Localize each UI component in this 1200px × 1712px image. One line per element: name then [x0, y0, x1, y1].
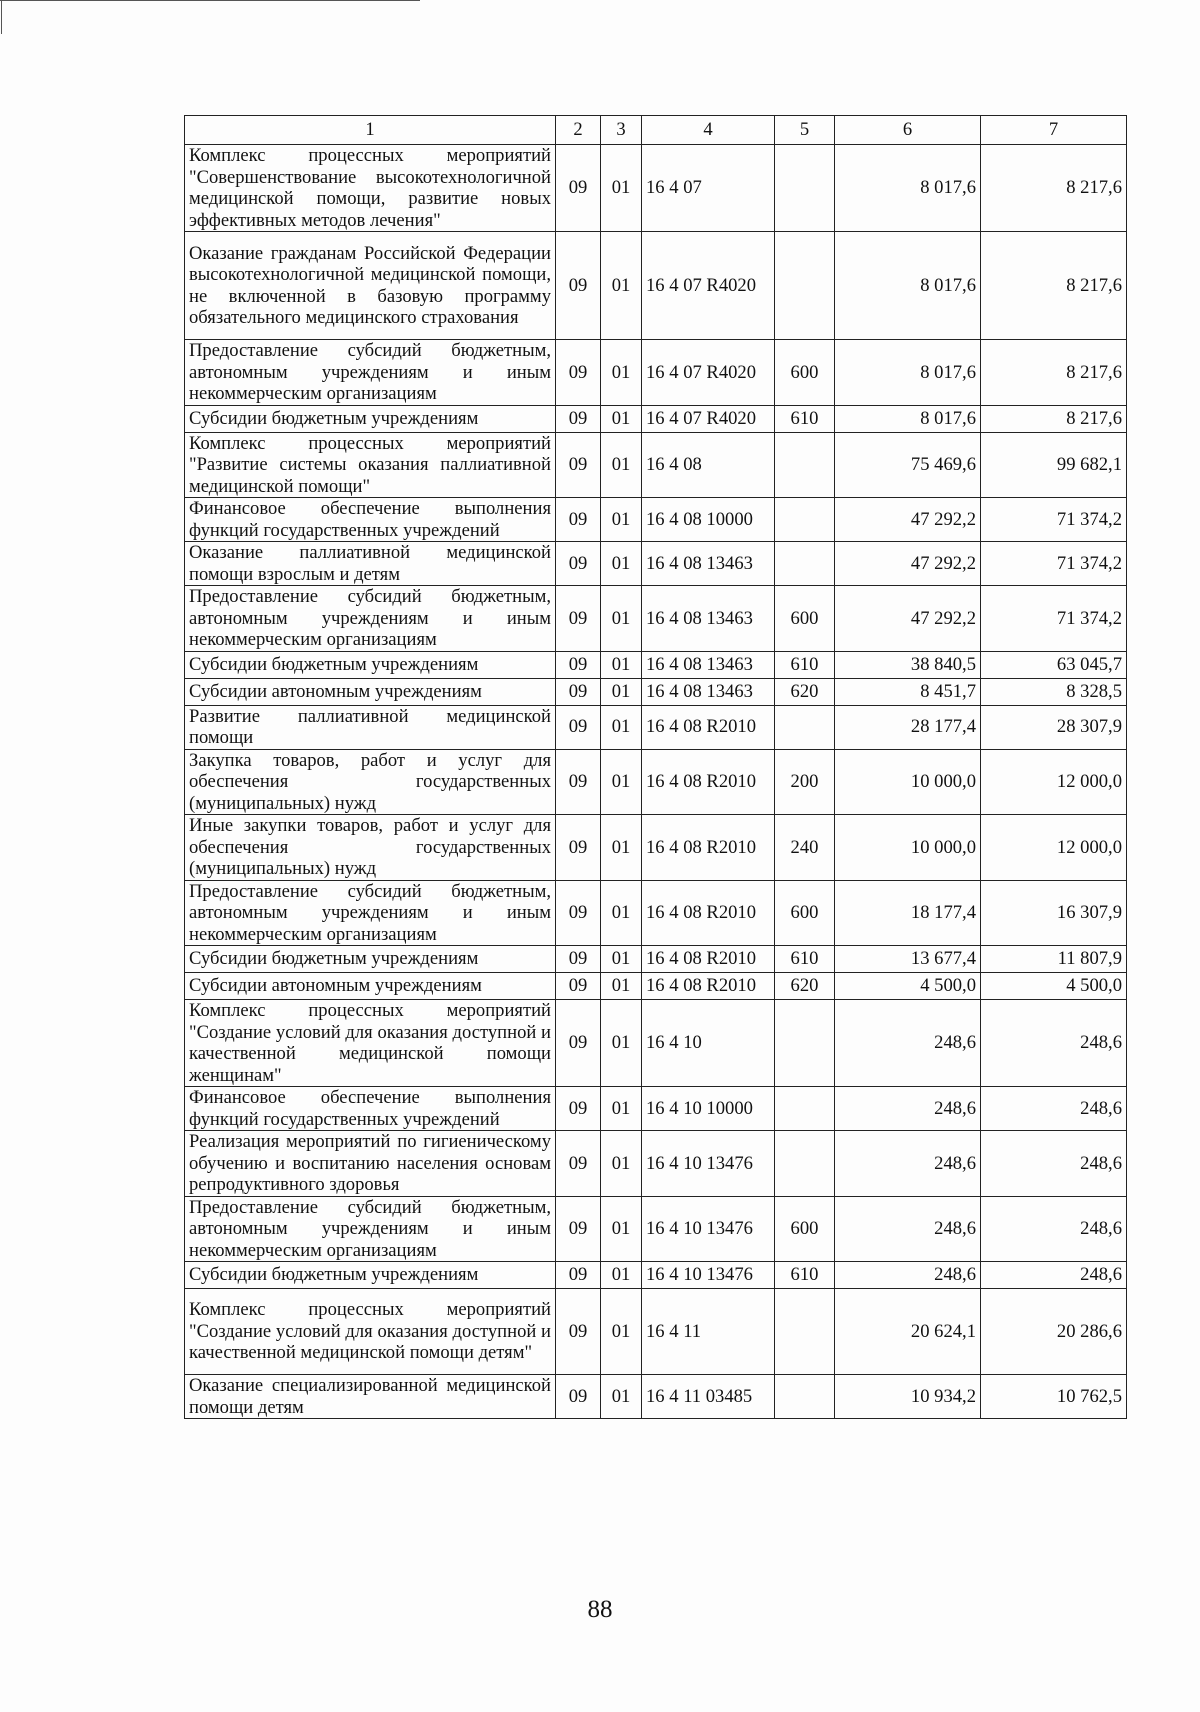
cell-year1-amount: 47 292,2	[835, 498, 981, 542]
column-header-section: 2	[556, 116, 601, 145]
cell-year2-amount: 28 307,9	[981, 705, 1127, 749]
cell-year1-amount: 10 000,0	[835, 815, 981, 881]
table-row	[185, 880, 1127, 946]
cell-expense-type: 620	[775, 678, 835, 705]
cell-section: 09	[556, 946, 601, 973]
cell-target-article: 16 4 07 R4020	[642, 232, 775, 340]
cell-target-article: 16 4 11 03485	[642, 1375, 775, 1419]
cell-target-article: 16 4 07 R4020	[642, 405, 775, 432]
cell-target-article: 16 4 08	[642, 432, 775, 498]
cell-name: Развитие паллиативной медицинской помощи	[185, 705, 556, 749]
cell-target-article: 16 4 10 13476	[642, 1131, 775, 1197]
cell-subsection: 01	[601, 1196, 642, 1262]
table-row	[185, 340, 1127, 406]
cell-subsection: 01	[601, 1375, 642, 1419]
cell-subsection: 01	[601, 880, 642, 946]
cell-target-article: 16 4 08 R2010	[642, 815, 775, 881]
cell-name: Финансовое обеспечение выполнения функций государственных учреждений	[185, 498, 556, 542]
table-row	[185, 1087, 1127, 1131]
cell-expense-type: 610	[775, 946, 835, 973]
scan-edge-line	[0, 0, 420, 1]
cell-expense-type	[775, 1000, 835, 1087]
cell-target-article: 16 4 08 13463	[642, 651, 775, 678]
table-row	[185, 815, 1127, 881]
cell-year1-amount: 47 292,2	[835, 542, 981, 586]
cell-year1-amount: 10 934,2	[835, 1375, 981, 1419]
cell-year2-amount: 11 807,9	[981, 946, 1127, 973]
cell-target-article: 16 4 07 R4020	[642, 340, 775, 406]
table-row	[185, 1131, 1127, 1197]
cell-subsection: 01	[601, 542, 642, 586]
cell-name: Оказание гражданам Российской Федерации высокотехнологичной медицинской помощи, не включенной в базовую программу обязательного медицинского страхования	[185, 232, 556, 340]
cell-year1-amount: 248,6	[835, 1131, 981, 1197]
table-header-row	[185, 116, 1127, 145]
cell-year2-amount: 99 682,1	[981, 432, 1127, 498]
cell-name: Предоставление субсидий бюджетным, автономным учреждениям и иным некоммерческим организациям	[185, 880, 556, 946]
cell-year2-amount: 71 374,2	[981, 542, 1127, 586]
cell-subsection: 01	[601, 1289, 642, 1375]
cell-year1-amount: 8 017,6	[835, 232, 981, 340]
cell-year1-amount: 13 677,4	[835, 946, 981, 973]
cell-section: 09	[556, 405, 601, 432]
cell-section: 09	[556, 1000, 601, 1087]
cell-target-article: 16 4 10 10000	[642, 1087, 775, 1131]
table-row	[185, 542, 1127, 586]
cell-section: 09	[556, 498, 601, 542]
cell-section: 09	[556, 749, 601, 815]
cell-expense-type	[775, 1289, 835, 1375]
column-header-subsection: 3	[601, 116, 642, 145]
cell-name: Субсидии бюджетным учреждениям	[185, 1262, 556, 1289]
cell-year2-amount: 63 045,7	[981, 651, 1127, 678]
cell-year1-amount: 28 177,4	[835, 705, 981, 749]
cell-section: 09	[556, 542, 601, 586]
budget-table	[184, 115, 1127, 1419]
column-header-year1-amount: 6	[835, 116, 981, 145]
table-row	[185, 946, 1127, 973]
table-row	[185, 586, 1127, 652]
page-number: 88	[587, 1596, 613, 1623]
cell-subsection: 01	[601, 749, 642, 815]
cell-target-article: 16 4 08 13463	[642, 586, 775, 652]
cell-subsection: 01	[601, 432, 642, 498]
cell-year1-amount: 8 017,6	[835, 145, 981, 232]
table-row	[185, 1262, 1127, 1289]
cell-target-article: 16 4 11	[642, 1289, 775, 1375]
cell-expense-type	[775, 1087, 835, 1131]
cell-expense-type: 610	[775, 1262, 835, 1289]
cell-name: Оказание паллиативной медицинской помощи взрослым и детям	[185, 542, 556, 586]
cell-target-article: 16 4 07	[642, 145, 775, 232]
cell-section: 09	[556, 678, 601, 705]
cell-section: 09	[556, 1131, 601, 1197]
cell-name: Закупка товаров, работ и услуг для обеспечения государственных (муниципальных) нужд	[185, 749, 556, 815]
cell-subsection: 01	[601, 405, 642, 432]
cell-section: 09	[556, 1375, 601, 1419]
table-row	[185, 498, 1127, 542]
cell-year1-amount: 248,6	[835, 1087, 981, 1131]
cell-year1-amount: 8 017,6	[835, 405, 981, 432]
cell-year1-amount: 8 017,6	[835, 340, 981, 406]
cell-subsection: 01	[601, 705, 642, 749]
cell-section: 09	[556, 145, 601, 232]
cell-target-article: 16 4 08 R2010	[642, 946, 775, 973]
cell-expense-type: 620	[775, 973, 835, 1000]
cell-year2-amount: 16 307,9	[981, 880, 1127, 946]
cell-year1-amount: 248,6	[835, 1000, 981, 1087]
cell-year2-amount: 8 217,6	[981, 340, 1127, 406]
table-row	[185, 1289, 1127, 1375]
table-row	[185, 145, 1127, 232]
cell-year1-amount: 248,6	[835, 1196, 981, 1262]
cell-subsection: 01	[601, 973, 642, 1000]
cell-year2-amount: 12 000,0	[981, 749, 1127, 815]
cell-year2-amount: 10 762,5	[981, 1375, 1127, 1419]
table-row	[185, 678, 1127, 705]
cell-section: 09	[556, 340, 601, 406]
cell-name: Комплекс процессных мероприятий "Создание условий для оказания доступной и качественной медицинской помощи детям"	[185, 1289, 556, 1375]
column-header-target-article: 4	[642, 116, 775, 145]
cell-name: Предоставление субсидий бюджетным, автономным учреждениям и иным некоммерческим организациям	[185, 1196, 556, 1262]
cell-name: Комплекс процессных мероприятий "Развитие системы оказания паллиативной медицинской помощи"	[185, 432, 556, 498]
cell-year2-amount: 8 328,5	[981, 678, 1127, 705]
cell-year1-amount: 4 500,0	[835, 973, 981, 1000]
cell-target-article: 16 4 08 R2010	[642, 880, 775, 946]
cell-section: 09	[556, 815, 601, 881]
cell-subsection: 01	[601, 498, 642, 542]
table-row	[185, 1375, 1127, 1419]
column-header-year2-amount: 7	[981, 116, 1127, 145]
cell-target-article: 16 4 08 13463	[642, 678, 775, 705]
table-row	[185, 232, 1127, 340]
cell-section: 09	[556, 651, 601, 678]
cell-target-article: 16 4 08 R2010	[642, 973, 775, 1000]
cell-subsection: 01	[601, 1087, 642, 1131]
table-body	[185, 145, 1127, 1419]
cell-year2-amount: 20 286,6	[981, 1289, 1127, 1375]
cell-expense-type: 610	[775, 405, 835, 432]
cell-year1-amount: 18 177,4	[835, 880, 981, 946]
cell-year1-amount: 248,6	[835, 1262, 981, 1289]
cell-section: 09	[556, 1196, 601, 1262]
cell-year1-amount: 47 292,2	[835, 586, 981, 652]
cell-year2-amount: 248,6	[981, 1000, 1127, 1087]
cell-name: Финансовое обеспечение выполнения функций государственных учреждений	[185, 1087, 556, 1131]
cell-name: Субсидии бюджетным учреждениям	[185, 651, 556, 678]
cell-expense-type: 600	[775, 340, 835, 406]
cell-name: Предоставление субсидий бюджетным, автономным учреждениям и иным некоммерческим организациям	[185, 586, 556, 652]
cell-subsection: 01	[601, 232, 642, 340]
cell-target-article: 16 4 10	[642, 1000, 775, 1087]
cell-expense-type: 600	[775, 880, 835, 946]
cell-subsection: 01	[601, 145, 642, 232]
cell-expense-type: 240	[775, 815, 835, 881]
table-row	[185, 405, 1127, 432]
cell-expense-type	[775, 1131, 835, 1197]
cell-expense-type	[775, 432, 835, 498]
cell-subsection: 01	[601, 678, 642, 705]
cell-name: Субсидии бюджетным учреждениям	[185, 405, 556, 432]
cell-expense-type: 600	[775, 1196, 835, 1262]
cell-target-article: 16 4 08 R2010	[642, 705, 775, 749]
cell-subsection: 01	[601, 586, 642, 652]
cell-year2-amount: 248,6	[981, 1262, 1127, 1289]
cell-year2-amount: 71 374,2	[981, 498, 1127, 542]
cell-subsection: 01	[601, 651, 642, 678]
cell-section: 09	[556, 586, 601, 652]
cell-section: 09	[556, 705, 601, 749]
cell-expense-type: 610	[775, 651, 835, 678]
cell-subsection: 01	[601, 946, 642, 973]
cell-target-article: 16 4 10 13476	[642, 1196, 775, 1262]
cell-subsection: 01	[601, 1131, 642, 1197]
cell-subsection: 01	[601, 815, 642, 881]
cell-section: 09	[556, 432, 601, 498]
column-header-expense-type: 5	[775, 116, 835, 145]
cell-name: Иные закупки товаров, работ и услуг для обеспечения государственных (муниципальных) нужд	[185, 815, 556, 881]
cell-section: 09	[556, 973, 601, 1000]
cell-target-article: 16 4 10 13476	[642, 1262, 775, 1289]
cell-name: Комплекс процессных мероприятий "Совершенствование высокотехнологичной медицинской помощи, развитие новых эффективных методов лечения"	[185, 145, 556, 232]
cell-subsection: 01	[601, 1000, 642, 1087]
cell-expense-type	[775, 705, 835, 749]
cell-target-article: 16 4 08 R2010	[642, 749, 775, 815]
cell-section: 09	[556, 232, 601, 340]
cell-name: Субсидии бюджетным учреждениям	[185, 946, 556, 973]
cell-section: 09	[556, 880, 601, 946]
cell-name: Предоставление субсидий бюджетным, автономным учреждениям и иным некоммерческим организациям	[185, 340, 556, 406]
column-header-name: 1	[185, 116, 556, 145]
cell-section: 09	[556, 1289, 601, 1375]
cell-year2-amount: 248,6	[981, 1087, 1127, 1131]
cell-target-article: 16 4 08 13463	[642, 542, 775, 586]
cell-year2-amount: 4 500,0	[981, 973, 1127, 1000]
cell-section: 09	[556, 1262, 601, 1289]
table-row	[185, 1196, 1127, 1262]
table-row	[185, 1000, 1127, 1087]
cell-name: Субсидии автономным учреждениям	[185, 973, 556, 1000]
cell-subsection: 01	[601, 1262, 642, 1289]
cell-name: Субсидии автономным учреждениям	[185, 678, 556, 705]
cell-expense-type	[775, 498, 835, 542]
cell-name: Реализация мероприятий по гигиеническому обучению и воспитанию населения основам репродуктивного здоровья	[185, 1131, 556, 1197]
cell-year2-amount: 71 374,2	[981, 586, 1127, 652]
cell-expense-type: 600	[775, 586, 835, 652]
cell-year2-amount: 8 217,6	[981, 232, 1127, 340]
cell-year1-amount: 38 840,5	[835, 651, 981, 678]
cell-year1-amount: 75 469,6	[835, 432, 981, 498]
scan-edge-mark	[1, 0, 2, 34]
cell-year2-amount: 12 000,0	[981, 815, 1127, 881]
cell-target-article: 16 4 08 10000	[642, 498, 775, 542]
table-row	[185, 705, 1127, 749]
cell-expense-type	[775, 232, 835, 340]
cell-year1-amount: 8 451,7	[835, 678, 981, 705]
cell-expense-type	[775, 145, 835, 232]
cell-expense-type: 200	[775, 749, 835, 815]
cell-subsection: 01	[601, 340, 642, 406]
cell-year2-amount: 8 217,6	[981, 405, 1127, 432]
cell-expense-type	[775, 1375, 835, 1419]
cell-year2-amount: 248,6	[981, 1131, 1127, 1197]
cell-name: Комплекс процессных мероприятий "Создание условий для оказания доступной и качественной медицинской помощи женщинам"	[185, 1000, 556, 1087]
table-row	[185, 432, 1127, 498]
cell-expense-type	[775, 542, 835, 586]
table-row	[185, 651, 1127, 678]
cell-year2-amount: 8 217,6	[981, 145, 1127, 232]
table-row	[185, 973, 1127, 1000]
table-row	[185, 749, 1127, 815]
cell-name: Оказание специализированной медицинской помощи детям	[185, 1375, 556, 1419]
cell-year1-amount: 10 000,0	[835, 749, 981, 815]
cell-section: 09	[556, 1087, 601, 1131]
cell-year2-amount: 248,6	[981, 1196, 1127, 1262]
cell-year1-amount: 20 624,1	[835, 1289, 981, 1375]
